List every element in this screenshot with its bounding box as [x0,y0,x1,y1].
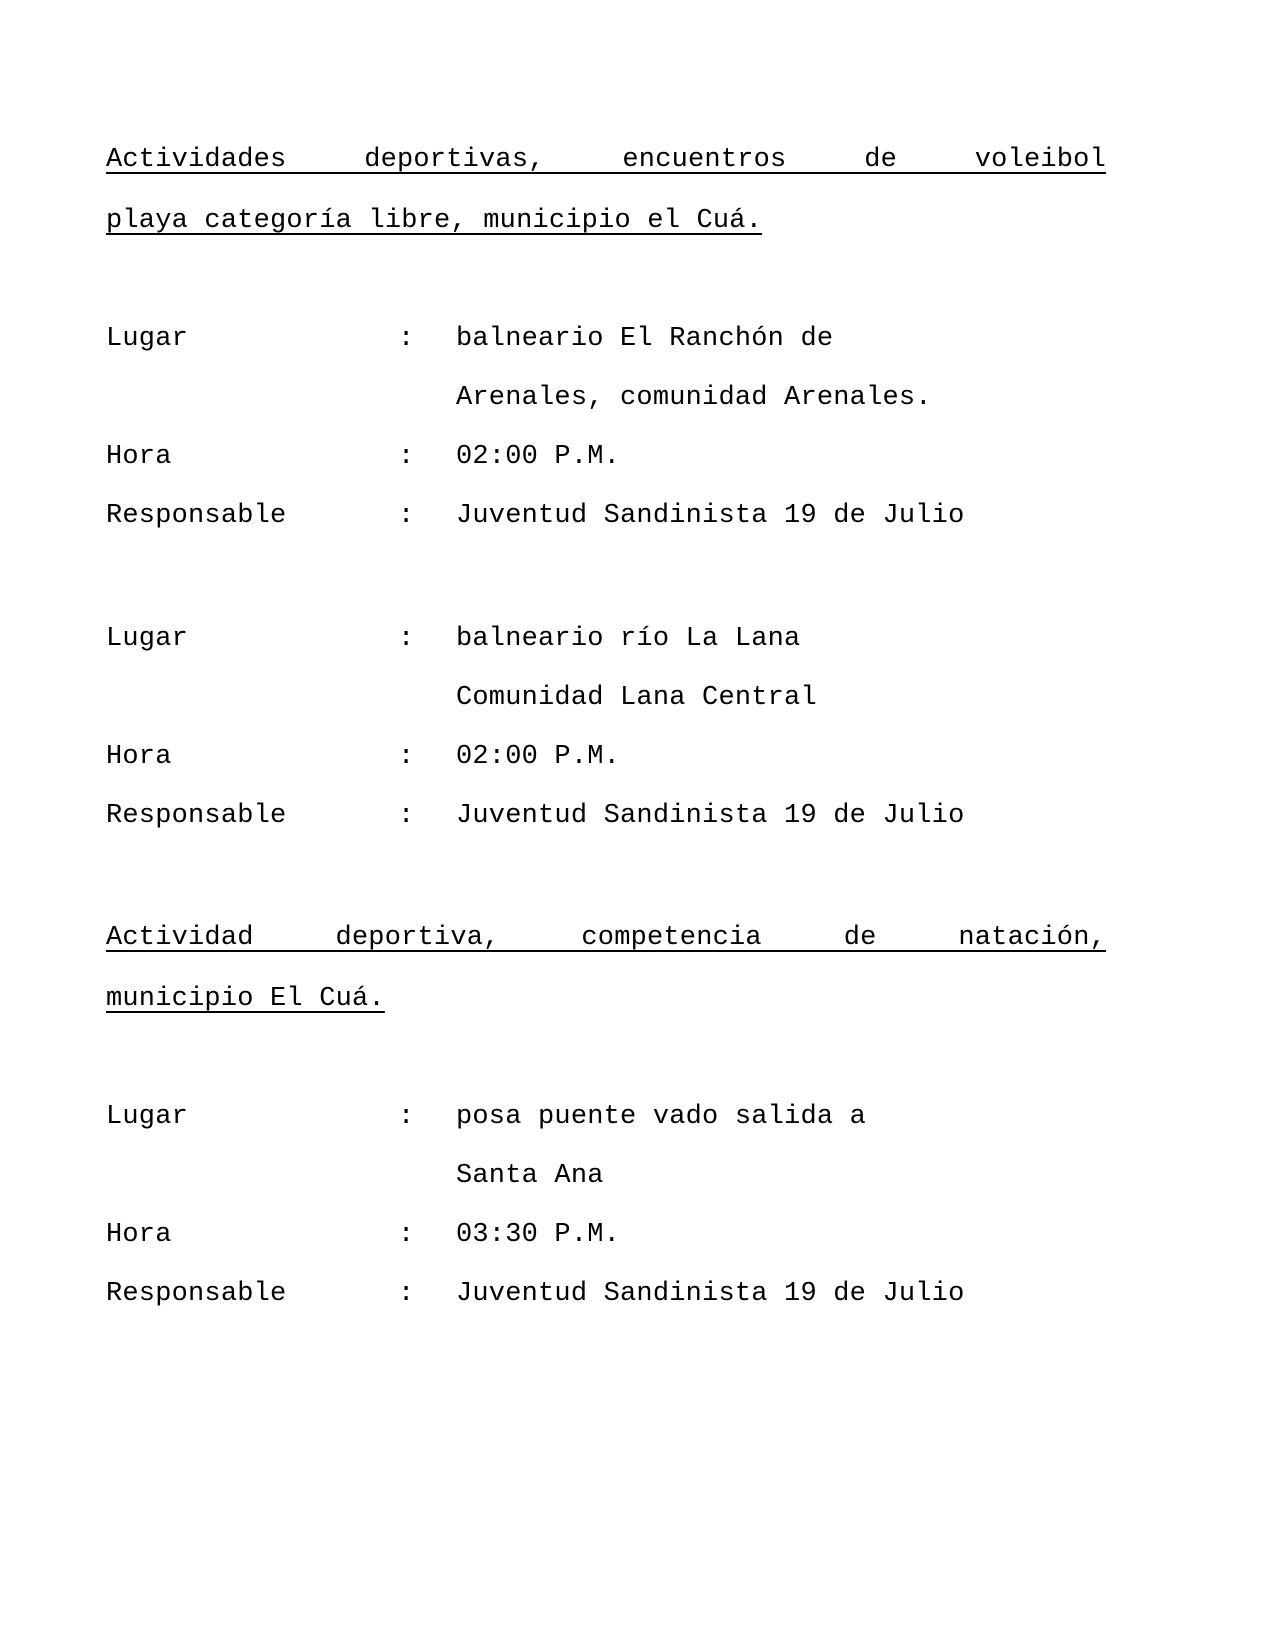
row-value: Juventud Sandinista 19 de Julio [456,1279,965,1309]
section-1-entry-1 [106,310,1106,546]
row-separator: : [398,742,415,772]
row-value: Comunidad Lana Central [456,683,817,713]
document-body [106,130,1106,1324]
row-separator: : [398,501,415,531]
row-hora [106,728,1106,787]
row-value: Arenales, comunidad Arenales. [456,383,932,413]
section-1-heading-line-2: playa categoría libre, municipio el Cuá. [106,206,763,236]
row-value: posa puente vado salida a [456,1102,867,1132]
row-lugar [106,310,1106,369]
row-hora [106,1206,1106,1265]
row-label: Lugar [106,624,189,654]
spacer [106,546,1106,610]
row-label: Lugar [106,1102,189,1132]
row-value: Santa Ana [456,1161,604,1191]
row-label: Hora [106,1220,172,1250]
row-responsable [106,787,1106,846]
row-value: balneario río La Lana [456,624,801,654]
row-label: Hora [106,442,172,472]
row-hora [106,428,1106,487]
row-lugar [106,1088,1106,1147]
row-lugar [106,610,1106,669]
section-2-entry-1 [106,1088,1106,1324]
row-separator: : [398,1102,415,1132]
row-lugar-continuation [106,369,1106,428]
row-value: 02:00 P.M. [456,742,621,772]
row-value: Juventud Sandinista 19 de Julio [456,501,965,531]
row-separator: : [398,324,415,354]
row-separator: : [398,442,415,472]
row-value: 02:00 P.M. [456,442,621,472]
row-responsable [106,1265,1106,1324]
row-responsable [106,487,1106,546]
section-1-heading [106,130,1106,252]
section-2-heading [106,908,1106,1030]
spacer [106,846,1106,908]
row-label: Responsable [106,801,287,831]
row-label: Lugar [106,324,189,354]
section-1-entry-2 [106,610,1106,846]
row-separator: : [398,1279,415,1309]
spacer [106,252,1106,310]
section-2-heading-line-2: municipio El Cuá. [106,984,385,1014]
row-separator: : [398,1220,415,1250]
row-separator: : [398,801,415,831]
row-value: 03:30 P.M. [456,1220,621,1250]
spacer [106,1030,1106,1088]
row-label: Hora [106,742,172,772]
row-lugar-continuation [106,1147,1106,1206]
row-label: Responsable [106,1279,287,1309]
section-2-heading-line-1: Actividad deportiva, competencia de natación, [106,923,1106,953]
row-value: balneario El Ranchón de [456,324,834,354]
row-lugar-continuation [106,669,1106,728]
row-value: Juventud Sandinista 19 de Julio [456,801,965,831]
row-label: Responsable [106,501,287,531]
row-separator: : [398,624,415,654]
section-1-heading-line-1: Actividades deportivas, encuentros de voleibol [106,145,1106,175]
